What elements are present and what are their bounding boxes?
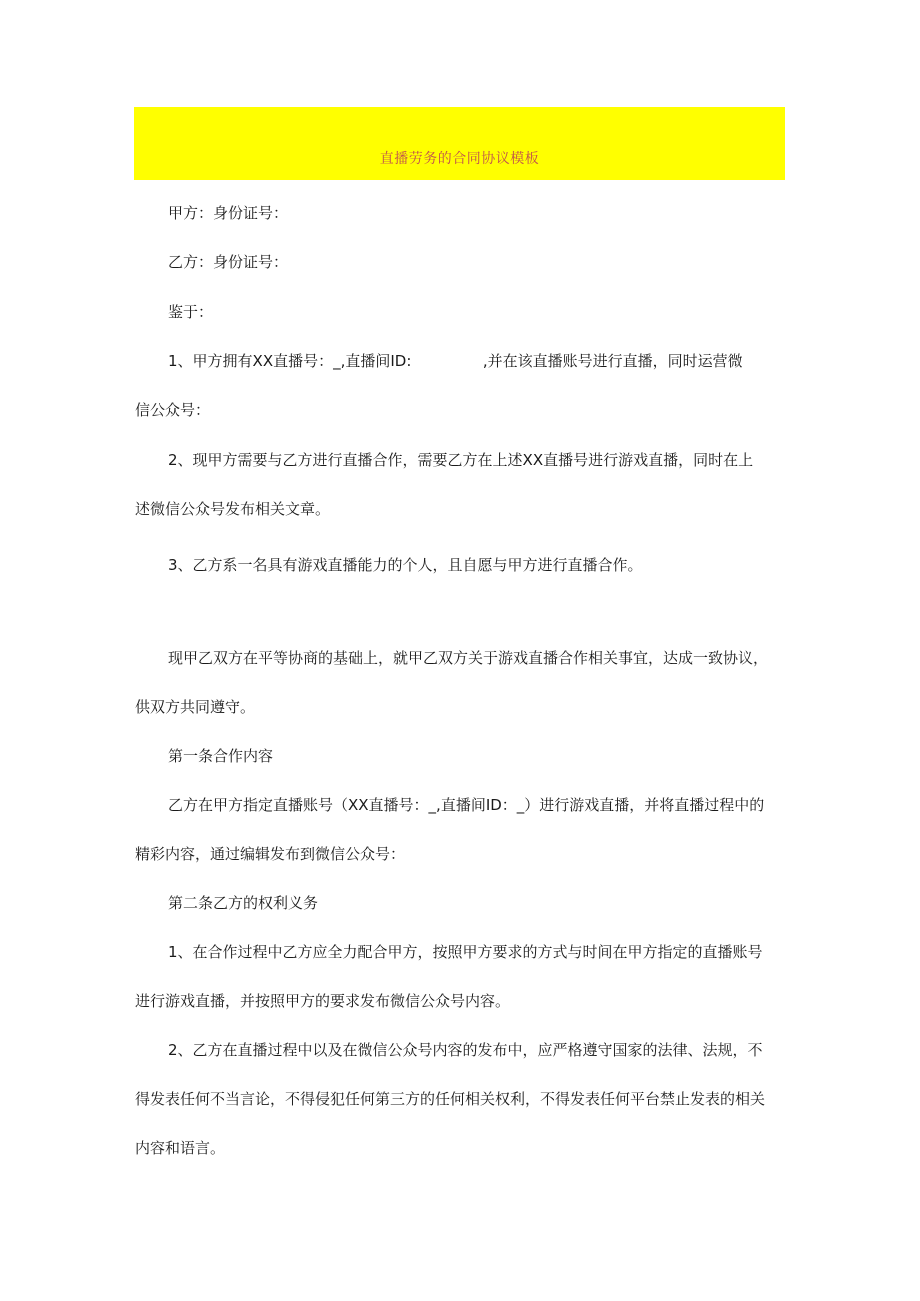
article-1-heading: 第一条合作内容 [168, 747, 274, 765]
agreement-intro-line-1: 现甲乙双方在平等协商的基础上，就甲乙双方关于游戏直播合作相关事宜，达成一致协议， [168, 649, 769, 667]
article-2-item-2-line-1: 2、乙方在直播过程中以及在微信公众号内容的发布中，应严格遵守国家的法律、法规，不 [168, 1041, 763, 1059]
article-2-item-2-line-2: 得发表任何不当言论，不得侵犯任何第三方的任何相关权利，不得发表任何平台禁止发表的相关 [135, 1090, 766, 1108]
article-1-body-line-2: 精彩内容，通过编辑发布到微信公众号： [135, 845, 406, 863]
title-banner [134, 107, 785, 180]
whereas-heading: 鉴于： [168, 303, 214, 321]
recital-1-line-2: 信公众号： [135, 401, 211, 419]
article-1-body-line-1: 乙方在甲方指定直播账号（XX直播号：_,直播间ID：_）进行游戏直播，并将直播过程中的 [168, 796, 765, 814]
recital-1-line-1: 1、甲方拥有XX直播号：_,直播间ID: ,并在该直播账号进行直播，同时运营微 [168, 352, 743, 370]
party-b-line: 乙方：身份证号： [168, 253, 289, 271]
article-2-item-2-line-3: 内容和语言。 [135, 1139, 226, 1157]
party-a-line: 甲方：身份证号： [168, 204, 289, 222]
article-2-item-1-line-2: 进行游戏直播，并按照甲方的要求发布微信公众号内容。 [135, 992, 511, 1010]
document-title: 直播劳务的合同协议模板 [379, 150, 540, 167]
article-2-heading: 第二条乙方的权利义务 [168, 894, 319, 912]
recital-2-line-2: 述微信公众号发布相关文章。 [135, 500, 331, 518]
article-2-item-1-line-1: 1、在合作过程中乙方应全力配合甲方，按照甲方要求的方式与时间在甲方指定的直播账号 [168, 943, 763, 961]
agreement-intro-line-2: 供双方共同遵守。 [135, 698, 256, 716]
recital-2-line-1: 2、现甲方需要与乙方进行直播合作，需要乙方在上述XX直播号进行游戏直播，同时在上 [168, 451, 754, 469]
recital-3-line: 3、乙方系一名具有游戏直播能力的个人，且自愿与甲方进行直播合作。 [168, 556, 643, 574]
